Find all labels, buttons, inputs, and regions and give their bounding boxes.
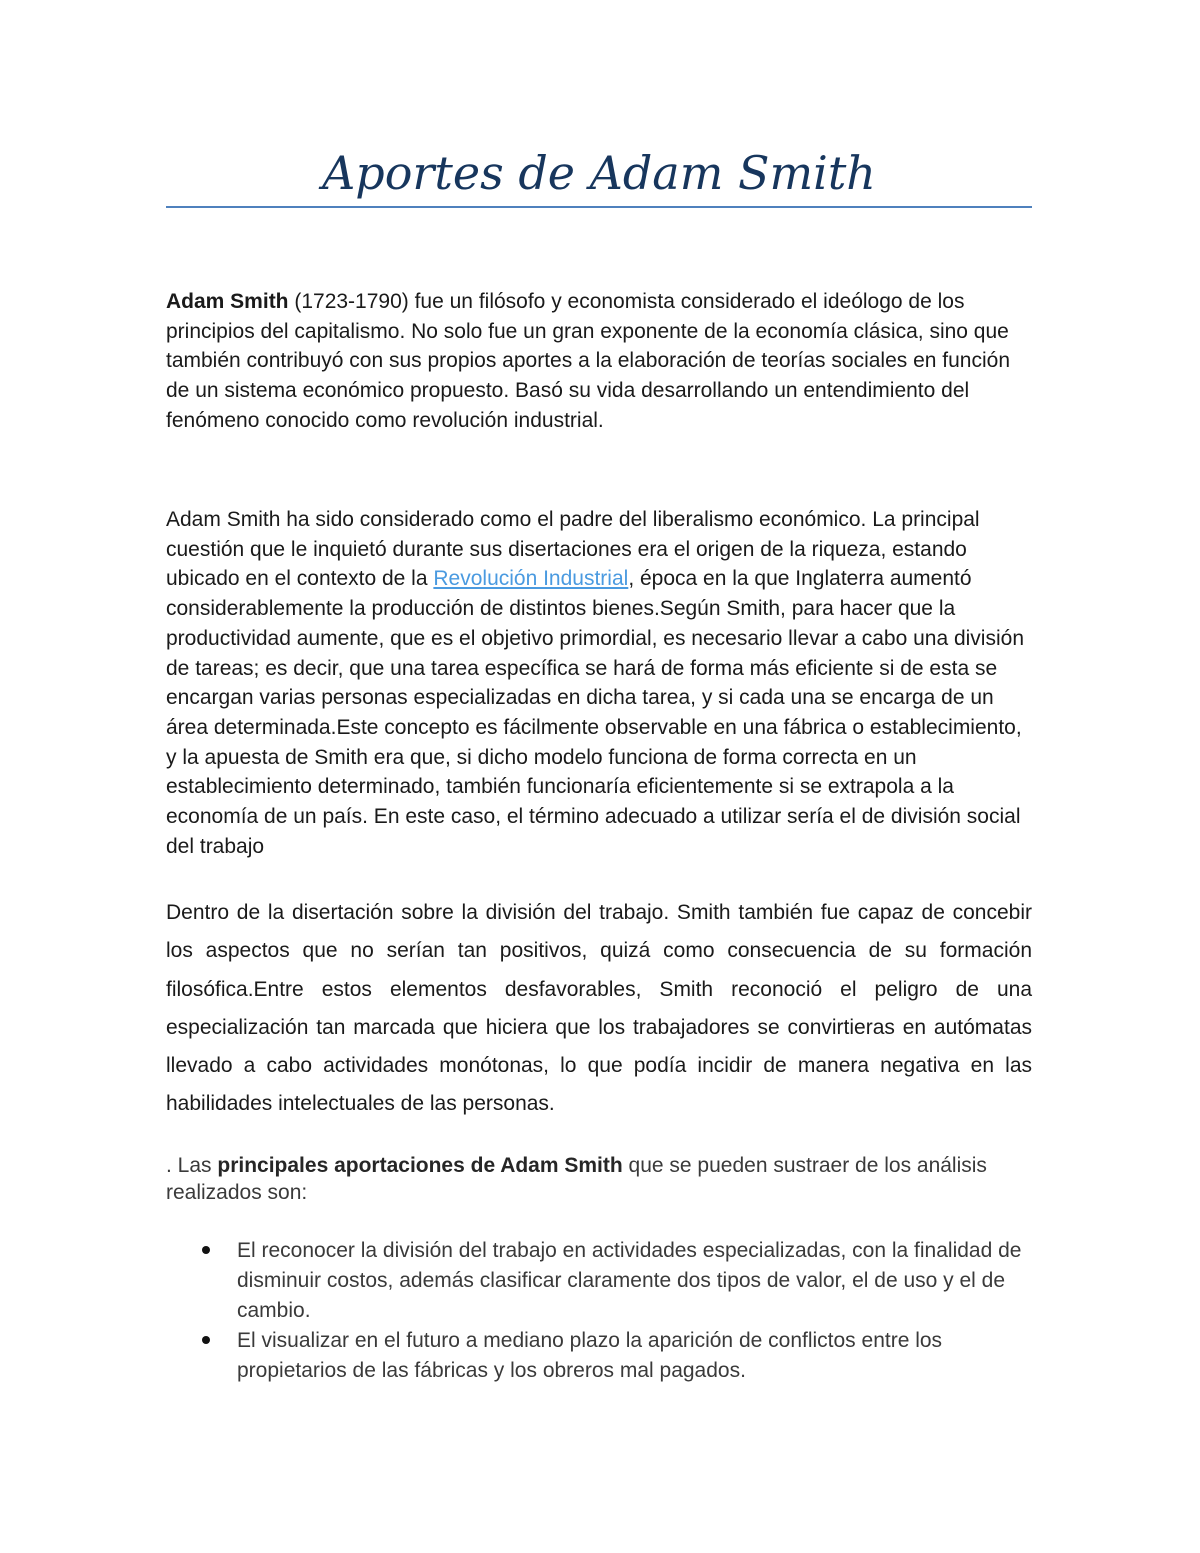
revolucion-industrial-link[interactable]: Revolución Industrial [433, 567, 629, 591]
title-underline [166, 206, 1032, 208]
paragraph-intro-text: (1723-1790) fue un filósofo y economista considerado el ideólogo de los principios del capitalismo. No solo fue un gran exponente de la economía clásica, sino que también contribuyó con sus propios aportes a la elaboración de teorías sociales en función de un sistema económico propuesto. Basó su vida desarrollando un entendimiento del fenómeno conocido como revolución industrial. [166, 290, 1011, 432]
paragraph-aportaciones-suffix: que se pueden sustraer de los análisis realizados son: [166, 1154, 987, 1204]
bullet-icon [202, 1246, 210, 1254]
paragraph-liberalism [166, 505, 1032, 861]
document-title: Aportes de Adam Smith [322, 146, 876, 200]
paragraph-intro [166, 287, 1032, 436]
paragraph-aportaciones-prefix: . Las [166, 1154, 218, 1177]
list-item [166, 1236, 1032, 1326]
list-item-text: El reconocer la división del trabajo en actividades especializadas, con la finalidad de disminuir costos, además clasificar claramente dos tipos de valor, el de uso y el de cambio. [237, 1239, 1022, 1322]
list-item [166, 1326, 1032, 1386]
paragraph-aportaciones [166, 1152, 1032, 1206]
bullet-icon [202, 1336, 210, 1344]
aportaciones-list [166, 1236, 1032, 1386]
paragraph-division-trabajo: Dentro de la disertación sobre la división del trabajo. Smith también fue capaz de concebir los aspectos que no serían tan positivos, quizá como consecuencia de su formación filosófica.Entre estos elementos desfavorables, Smith reconoció el peligro de una especialización tan marcada que hiciera que los trabajadores se convirtieras en autómatas llevado a cabo actividades monótonas, lo que podía incidir de manera negativa en las habilidades intelectuales de las personas. [166, 901, 1032, 1116]
paragraph-liberalism-text-b: , época en la que Inglaterra aumentó considerablemente la producción de distintos bienes.Según Smith, para hacer que la productividad aumente, que es el objetivo primordial, es necesario llevar a cabo una división de tareas; es decir, que una tarea específica se hará de forma más eficiente si de esta se encargan varias personas especializadas en dicha tarea, y si cada una se encarga de un área determinada.Este concepto es fácilmente observable en una fábrica o establecimiento, y la apuesta de Smith era que, si dicho modelo funciona de forma correcta en un establecimiento determinado, también funcionaría eficientemente si se extrapola a la economía de un país. En este caso, el término adecuado a utilizar sería el de división social del trabajo [166, 567, 1024, 858]
paragraph-liberalism-text-a: Adam Smith ha sido considerado como el padre del liberalismo económico. La principal cuestión que le inquietó durante sus disertaciones era el origen de la riqueza, estando ubicado en el contexto de la [166, 508, 980, 591]
list-item-text: El visualizar en el futuro a mediano plazo la aparición de conflictos entre los propietarios de las fábricas y los obreros mal pagados. [237, 1329, 943, 1382]
paragraph-aportaciones-bold: principales aportaciones de Adam Smith [217, 1154, 623, 1177]
paragraph-intro-bold: Adam Smith [166, 290, 289, 313]
